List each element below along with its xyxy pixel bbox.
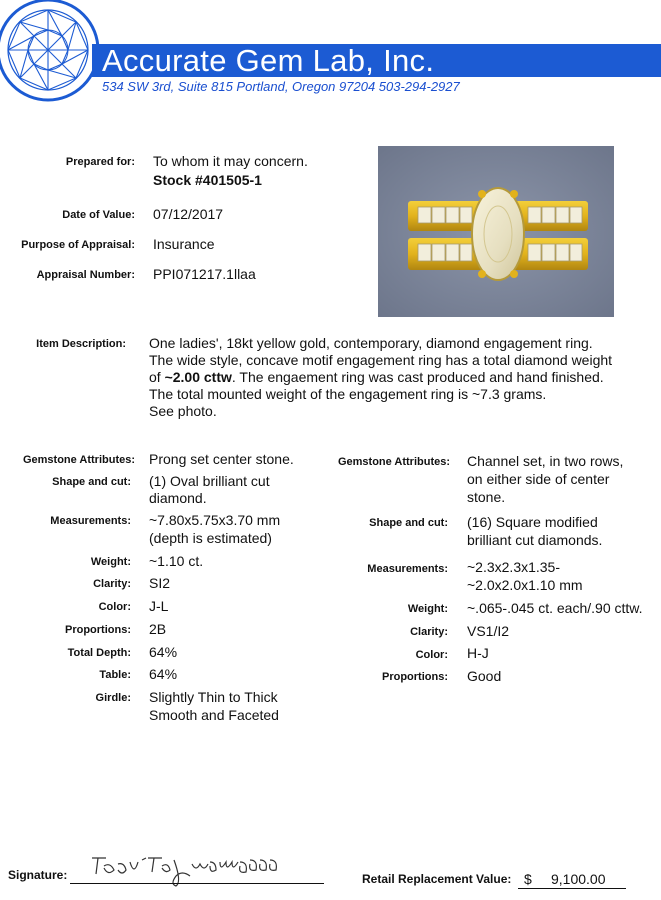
- right-gemstone-attributes-value-1: Channel set, in two rows,: [467, 453, 624, 469]
- retail-replacement-value: 9,100.00: [551, 871, 606, 887]
- right-shape-label: Shape and cut:: [369, 517, 448, 529]
- right-gemstone-attributes-value-3: stone.: [467, 489, 506, 505]
- right-clarity-label: Clarity:: [410, 626, 448, 638]
- left-measurements-value-2: (depth is estimated): [149, 530, 272, 546]
- left-gemstone-attributes-label: Gemstone Attributes:: [22, 454, 135, 466]
- purpose-value: Insurance: [153, 236, 215, 252]
- date-of-value: 07/12/2017: [153, 206, 224, 222]
- left-shape-value-2: diamond.: [149, 490, 207, 506]
- left-clarity-label: Clarity:: [93, 578, 131, 590]
- left-girdle-value-1: Slightly Thin to Thick: [149, 689, 278, 705]
- appraisal-number-label: Appraisal Number:: [36, 269, 135, 281]
- right-gemstone-attributes-value-2: on either side of center: [467, 471, 610, 487]
- left-measurements-label: Measurements:: [50, 515, 131, 527]
- company-name: Accurate Gem Lab, Inc.: [102, 43, 435, 78]
- right-measurements-value-2: ~2.0x2.0x1.10 mm: [467, 577, 583, 593]
- right-shape-value-2: brilliant cut diamonds.: [467, 532, 603, 548]
- appraisal-number: PPI071217.1llaa: [153, 266, 256, 282]
- description-line-5: See photo.: [149, 403, 217, 419]
- description-line-4: The total mounted weight of the engagement ring is ~7.3 grams.: [149, 386, 547, 402]
- right-proportions-value: Good: [467, 668, 502, 684]
- left-total-depth-value: 64%: [149, 644, 178, 660]
- currency-symbol: $: [524, 871, 532, 887]
- prepared-for-value: To whom it may concern.: [153, 153, 308, 169]
- company-logo: [0, 0, 107, 108]
- description-line-2: The wide style, concave motif engagement ring has a total diamond weight: [149, 352, 613, 368]
- total-weight: ~2.00 cttw: [164, 369, 232, 385]
- left-table-label: Table:: [99, 669, 131, 681]
- left-total-depth-label: Total Depth:: [67, 647, 131, 659]
- description-line-3: of ~2.00 cttw. The engaement ring was cast produced and hand finished.: [149, 369, 604, 385]
- prepared-for-label: Prepared for:: [65, 156, 135, 168]
- date-of-value-label: Date of Value:: [62, 209, 135, 221]
- left-weight-value: ~1.10 ct.: [149, 553, 204, 569]
- left-color-label: Color:: [98, 601, 131, 613]
- left-weight-label: Weight:: [90, 556, 131, 568]
- right-gemstone-attributes-label: Gemstone Attributes:: [337, 456, 450, 468]
- left-girdle-label: Girdle:: [95, 692, 131, 704]
- signature-line: [70, 883, 324, 884]
- right-clarity-value: VS1/I2: [467, 623, 510, 639]
- handwritten-signature: [88, 848, 288, 888]
- left-proportions-value: 2B: [149, 621, 167, 637]
- right-weight-value: ~.065-.045 ct. each/.90 cttw.: [467, 600, 643, 616]
- left-girdle-value-2: Smooth and Faceted: [149, 707, 279, 723]
- purpose-label: Purpose of Appraisal:: [21, 239, 135, 251]
- value-line: [518, 888, 626, 889]
- left-color-value: J-L: [149, 598, 169, 614]
- left-clarity-value: SI2: [149, 575, 171, 591]
- left-measurements-value-1: ~7.80x5.75x3.70 mm: [149, 512, 281, 528]
- left-shape-value-1: (1) Oval brilliant cut: [149, 473, 270, 489]
- signature-label: Signature:: [8, 868, 68, 882]
- item-description-label: Item Description:: [36, 338, 126, 350]
- description-line-1: One ladies', 18kt yellow gold, contemporary, diamond engagement ring.: [149, 335, 593, 351]
- right-measurements-label: Measurements:: [367, 563, 448, 575]
- ring-photo: [378, 146, 614, 317]
- right-weight-label: Weight:: [407, 603, 448, 615]
- right-color-value: H-J: [467, 645, 489, 661]
- right-proportions-label: Proportions:: [382, 671, 448, 683]
- company-address: 534 SW 3rd, Suite 815 Portland, Oregon 97204 503-294-2927: [102, 79, 460, 94]
- retail-replacement-label: Retail Replacement Value:: [362, 872, 512, 886]
- right-color-label: Color:: [415, 649, 448, 661]
- stock-number: Stock #401505-1: [153, 172, 262, 188]
- left-table-value: 64%: [149, 666, 178, 682]
- left-proportions-label: Proportions:: [65, 624, 131, 636]
- left-shape-label: Shape and cut:: [52, 476, 131, 488]
- right-measurements-value-1: ~2.3x2.3x1.35-: [467, 559, 561, 575]
- right-shape-value-1: (16) Square modified: [467, 514, 598, 530]
- left-gemstone-attributes-value: Prong set center stone.: [149, 451, 294, 467]
